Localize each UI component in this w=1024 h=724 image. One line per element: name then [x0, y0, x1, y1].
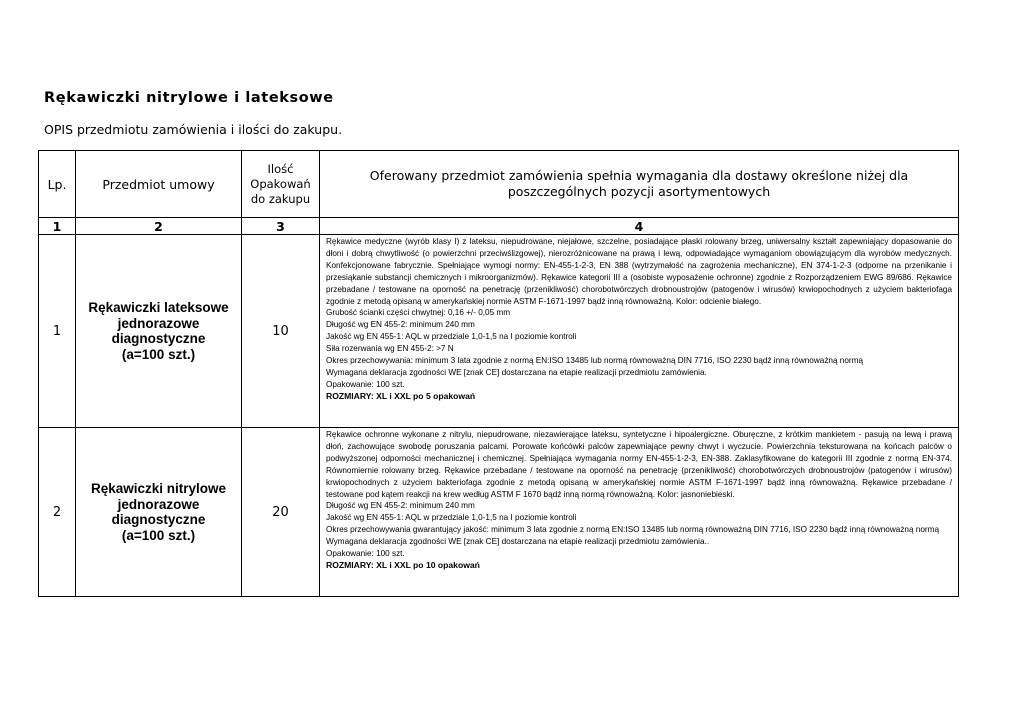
description-line: Siła rozerwania wg EN 455-2: >7 N [326, 344, 454, 354]
description-line: Jakość wg EN 455-1: AQL w przedziale 1,0-1,5 na I poziomie kontroli [326, 513, 577, 523]
item-name [76, 235, 242, 428]
description-line: Długość wg EN 455-2: minimum 240 mm [326, 501, 475, 511]
sizes-line: ROZMIARY: XL i XXL po 5 opakowań [326, 390, 476, 401]
column-number: 4 [320, 218, 959, 235]
item-quantity: 20 [242, 428, 320, 597]
description-paragraph: Rękawice medyczne (wyrób klasy I) z lateksu, niepudrowane, niejałowe, szczelne, posiadające płaski rolowany brzeg, uniwersalny kształt zapewniający dopasowanie do dłoni i dobrą chwytliwość (o powierzchni przeciwślizgowej), nierozróżnicowane na prawą i lewą, odpowiadające wymaganiom obowiązującym dla wyrobów medycznych. Konfekcjonowane fabrycznie. Spełniające wymogi normy: EN-455-1-2-3, EN 388 (wytrzymałość na zagrożenia mechaniczne), EN 374-1-2-3 (odporne na przenikanie i przesiąkanie substancji chemicznych i mikroorganizmów). Rękawice kategorii III a (osobiste wyposażenie ochronne) zgodnie z Rozporządzeniem EWG 89/686. Rękawice przebadane / testowane na oporność na penetrację (przenikliwość) chorobotwórczych drobnoustrojów (patogenów i wirusów) krwiopochodnych z użyciem bakteriofaga zgodnie z metodą opisaną w amerykańskiej normie ASTM F-1671-1997 bądź inną równoważną. Kolor: odcienie białego. [326, 237, 952, 306]
column-number: 1 [39, 218, 76, 235]
description-line: Jakość wg EN 455-1: AQL w przedziale 1,0-1,5 na I poziomie kontroli [326, 332, 577, 342]
column-number: 2 [76, 218, 242, 235]
item-name-line: Rękawiczki lateksowe [88, 300, 229, 315]
header-quantity-line: Opakowań [250, 176, 311, 191]
header-lp: Lp. [39, 151, 76, 218]
table-header-row [39, 151, 959, 218]
column-number-row [39, 218, 959, 235]
column-number: 3 [242, 218, 320, 235]
specification-table [38, 150, 959, 597]
description-line: Opakowanie: 100 szt. [326, 379, 405, 389]
header-quantity [242, 151, 320, 218]
header-item: Przedmiot umowy [76, 151, 242, 218]
item-name-line: (a=100 szt.) [121, 527, 196, 543]
document-subtitle: OPIS przedmiotu zamówienia i ilości do zakupu. [44, 122, 343, 137]
row-number: 2 [39, 428, 76, 597]
header-description: Oferowany przedmiot zamówienia spełnia wymagania dla dostawy określone niżej dla poszczególnych pozycji asortymentowych [320, 151, 959, 218]
document-title: Rękawiczki nitrylowe i lateksowe [44, 90, 334, 106]
description-line: Wymagana deklaracja zgodności WE [znak CE] dostarczana na etapie realizacji przedmiotu zamówienia.. [326, 537, 710, 547]
description-line: Okres przechowywania gwarantujący jakość: minimum 3 lata zgodnie z normą EN:ISO 13485 lub normą równoważną DIN 7716, ISO 2230 bądź inną równoważną normą [326, 525, 940, 535]
item-name-line: jednorazowe [117, 315, 200, 331]
item-name [76, 428, 242, 597]
table-row [39, 235, 959, 428]
description-line: Wymagana deklaracja zgodności WE [znak CE] dostarczana na etapie realizacji przedmiotu zamówienia. [326, 367, 707, 377]
item-description [320, 428, 959, 597]
description-line: Grubość ścianki części chwytnej: 0,16 +/- 0,05 mm [326, 308, 511, 318]
item-name-line: diagnostyczne [111, 512, 206, 527]
item-name-line: diagnostyczne [111, 331, 206, 346]
row-number: 1 [39, 235, 76, 428]
description-line: Długość wg EN 455-2: minimum 240 mm [326, 320, 475, 330]
description-paragraph: Rękawice ochronne wykonane z nitrylu, niepudrowane, niezawierające lateksu, syntetyczne i hipoalergiczne. Oburęczne, z krótkim mankietem - pasują na lewą i prawą dłoń, zachowujące swobodę poruszania palcami. Porowate końcówki palców zapewniające pewny chwyt i wyczucie. Powierzchnia teksturowana na końcach palców o podwyższonej odporności mechanicznej i chemicznej. Spełniająca wymagania normy EN-455-1-2-3, EN-388. Zaklasyfikowane do kategorii III zgodnie z normą EN-374. Równomiernie rolowany brzeg. Rękawice przebadane / testowane na oporność na penetrację (przenikliwość) chorobotwórczych drobnoustrojów (patogenów i wirusów) krwiopochodnych z użyciem bakteriofaga zgodnie z metodą opisaną w amerykańskiej normie ASTM F-1671-1997 bądź inną równoważną. Rękawice przebadane / testowane pod kątem reakcji na krew według ASTM F 1670 bądź inną normą równoważną. Kolor: jasnoniebieski. [326, 430, 952, 499]
description-line: Opakowanie: 100 szt. [326, 549, 405, 559]
item-description [320, 235, 959, 428]
table-row [39, 428, 959, 597]
header-quantity-line: Ilość [267, 161, 294, 176]
sizes-line: ROZMIARY: XL i XXL po 10 opakowań [326, 559, 480, 570]
description-line: Okres przechowywania: minimum 3 lata zgodnie z normą EN:ISO 13485 lub normą równoważną DIN 7716, ISO 2230 bądź inną równoważną normą [326, 356, 864, 366]
item-name-line: Rękawiczki nitrylowe [90, 481, 227, 496]
item-name-line: (a=100 szt.) [121, 346, 196, 362]
header-quantity-line: do zakupu [250, 191, 311, 206]
item-quantity: 10 [242, 235, 320, 428]
item-name-line: jednorazowe [117, 496, 200, 512]
